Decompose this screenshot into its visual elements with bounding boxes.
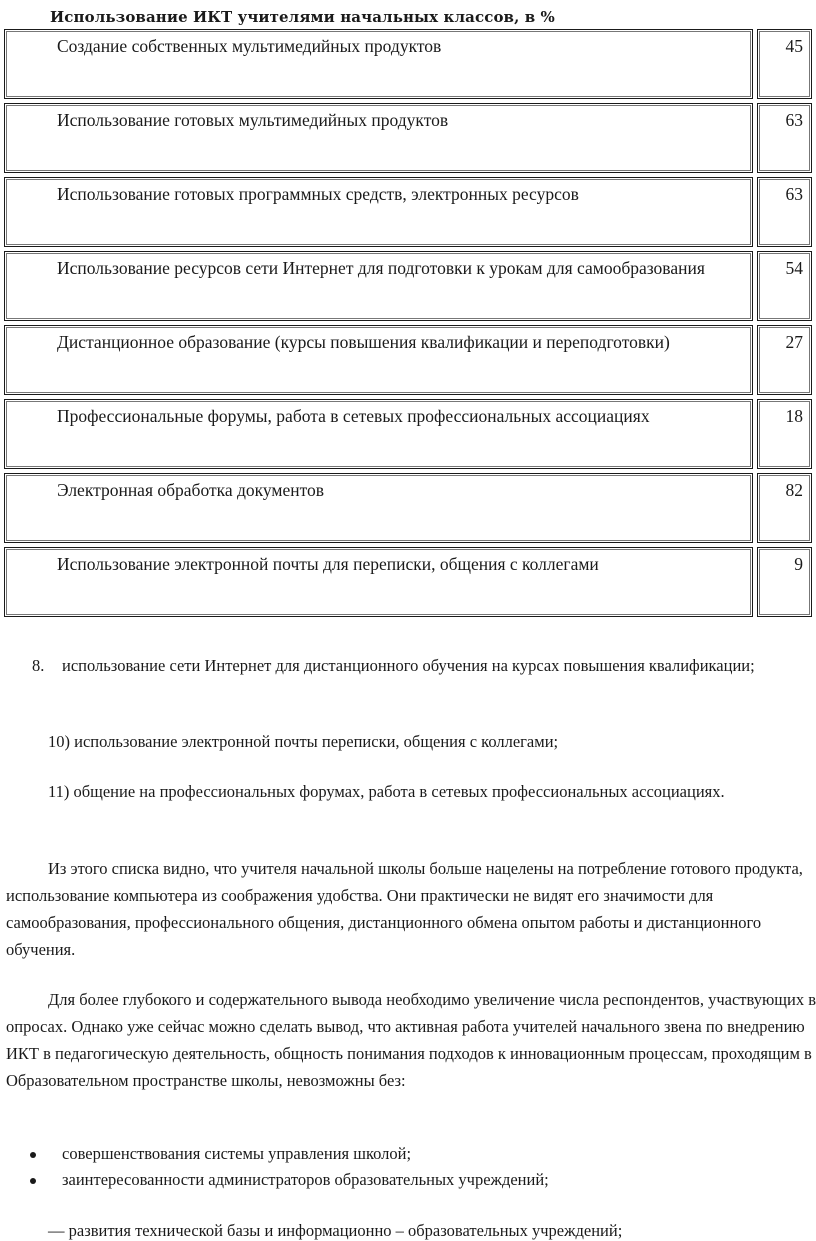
- table-row: [4, 251, 812, 321]
- row-label: Дистанционное образование (курсы повышения квалификации и переподготовки): [4, 325, 753, 395]
- table-row: [4, 473, 812, 543]
- bullet-text: заинтересованности администраторов образовательных учреждений;: [62, 1170, 549, 1189]
- paragraph-requirements: Для более глубокого и содержательного вывода необходимо увеличение числа респондентов, участвующих в опросах. Однако уже сейчас можно сделать вывод, что активная работа учителей начального звена по внедрению ИКТ в педагогическую деятельность, общность понимания подходов к инновационным процессам, проходящим в Образовательном пространстве школы, невозможны без:: [6, 990, 816, 1090]
- table-row: [4, 29, 812, 99]
- paragraph-conclusion: Из этого списка видно, что учителя начальной школы больше нацелены на потребление готового продукта, использование компьютера из соображения удобства. Они практически не видят его значимости для самообразования, профессионального общения, дистанционного обмена опытом работы и дистанционного обучения.: [6, 859, 803, 959]
- table-row: [4, 177, 812, 247]
- list-text: использование сети Интернет для дистанционного обучения на курсах повышения квалификации;: [62, 656, 755, 675]
- row-value: 63: [757, 103, 812, 173]
- table-title: Использование ИКТ учителями начальных классов, в %: [50, 8, 555, 26]
- table-row: [4, 103, 812, 173]
- row-label: Использование готовых мультимедийных продуктов: [4, 103, 753, 173]
- dash-item: — развития технической базы и информационно – образовательных учреждений;: [48, 1221, 623, 1240]
- row-value: 45: [757, 29, 812, 99]
- row-label: Электронная обработка документов: [4, 473, 753, 543]
- row-label: Использование ресурсов сети Интернет для подготовки к урокам для самообразования: [4, 251, 753, 321]
- row-label: Создание собственных мультимедийных продуктов: [4, 29, 753, 99]
- list-number: 8.: [32, 656, 45, 675]
- row-label: Использование готовых программных средств, электронных ресурсов: [4, 177, 753, 247]
- row-value: 63: [757, 177, 812, 247]
- row-label: Использование электронной почты для переписки, общения с коллегами: [4, 547, 753, 617]
- row-value: 18: [757, 399, 812, 469]
- table-row: [4, 399, 812, 469]
- bullet-text: совершенствования системы управления школой;: [62, 1144, 412, 1163]
- table-row: [4, 547, 812, 617]
- list-item-11: 11) общение на профессиональных форумах, работа в сетевых профессиональных ассоциациях.: [48, 782, 725, 801]
- row-value: 82: [757, 473, 812, 543]
- bullet-icon: [30, 1152, 36, 1158]
- table-row: [4, 325, 812, 395]
- row-label: Профессиональные форумы, работа в сетевых профессиональных ассоциациях: [4, 399, 753, 469]
- bullet-icon: [30, 1178, 36, 1184]
- row-value: 9: [757, 547, 812, 617]
- list-item-10: 10) использование электронной почты переписки, общения с коллегами;: [48, 732, 559, 751]
- row-value: 54: [757, 251, 812, 321]
- row-value: 27: [757, 325, 812, 395]
